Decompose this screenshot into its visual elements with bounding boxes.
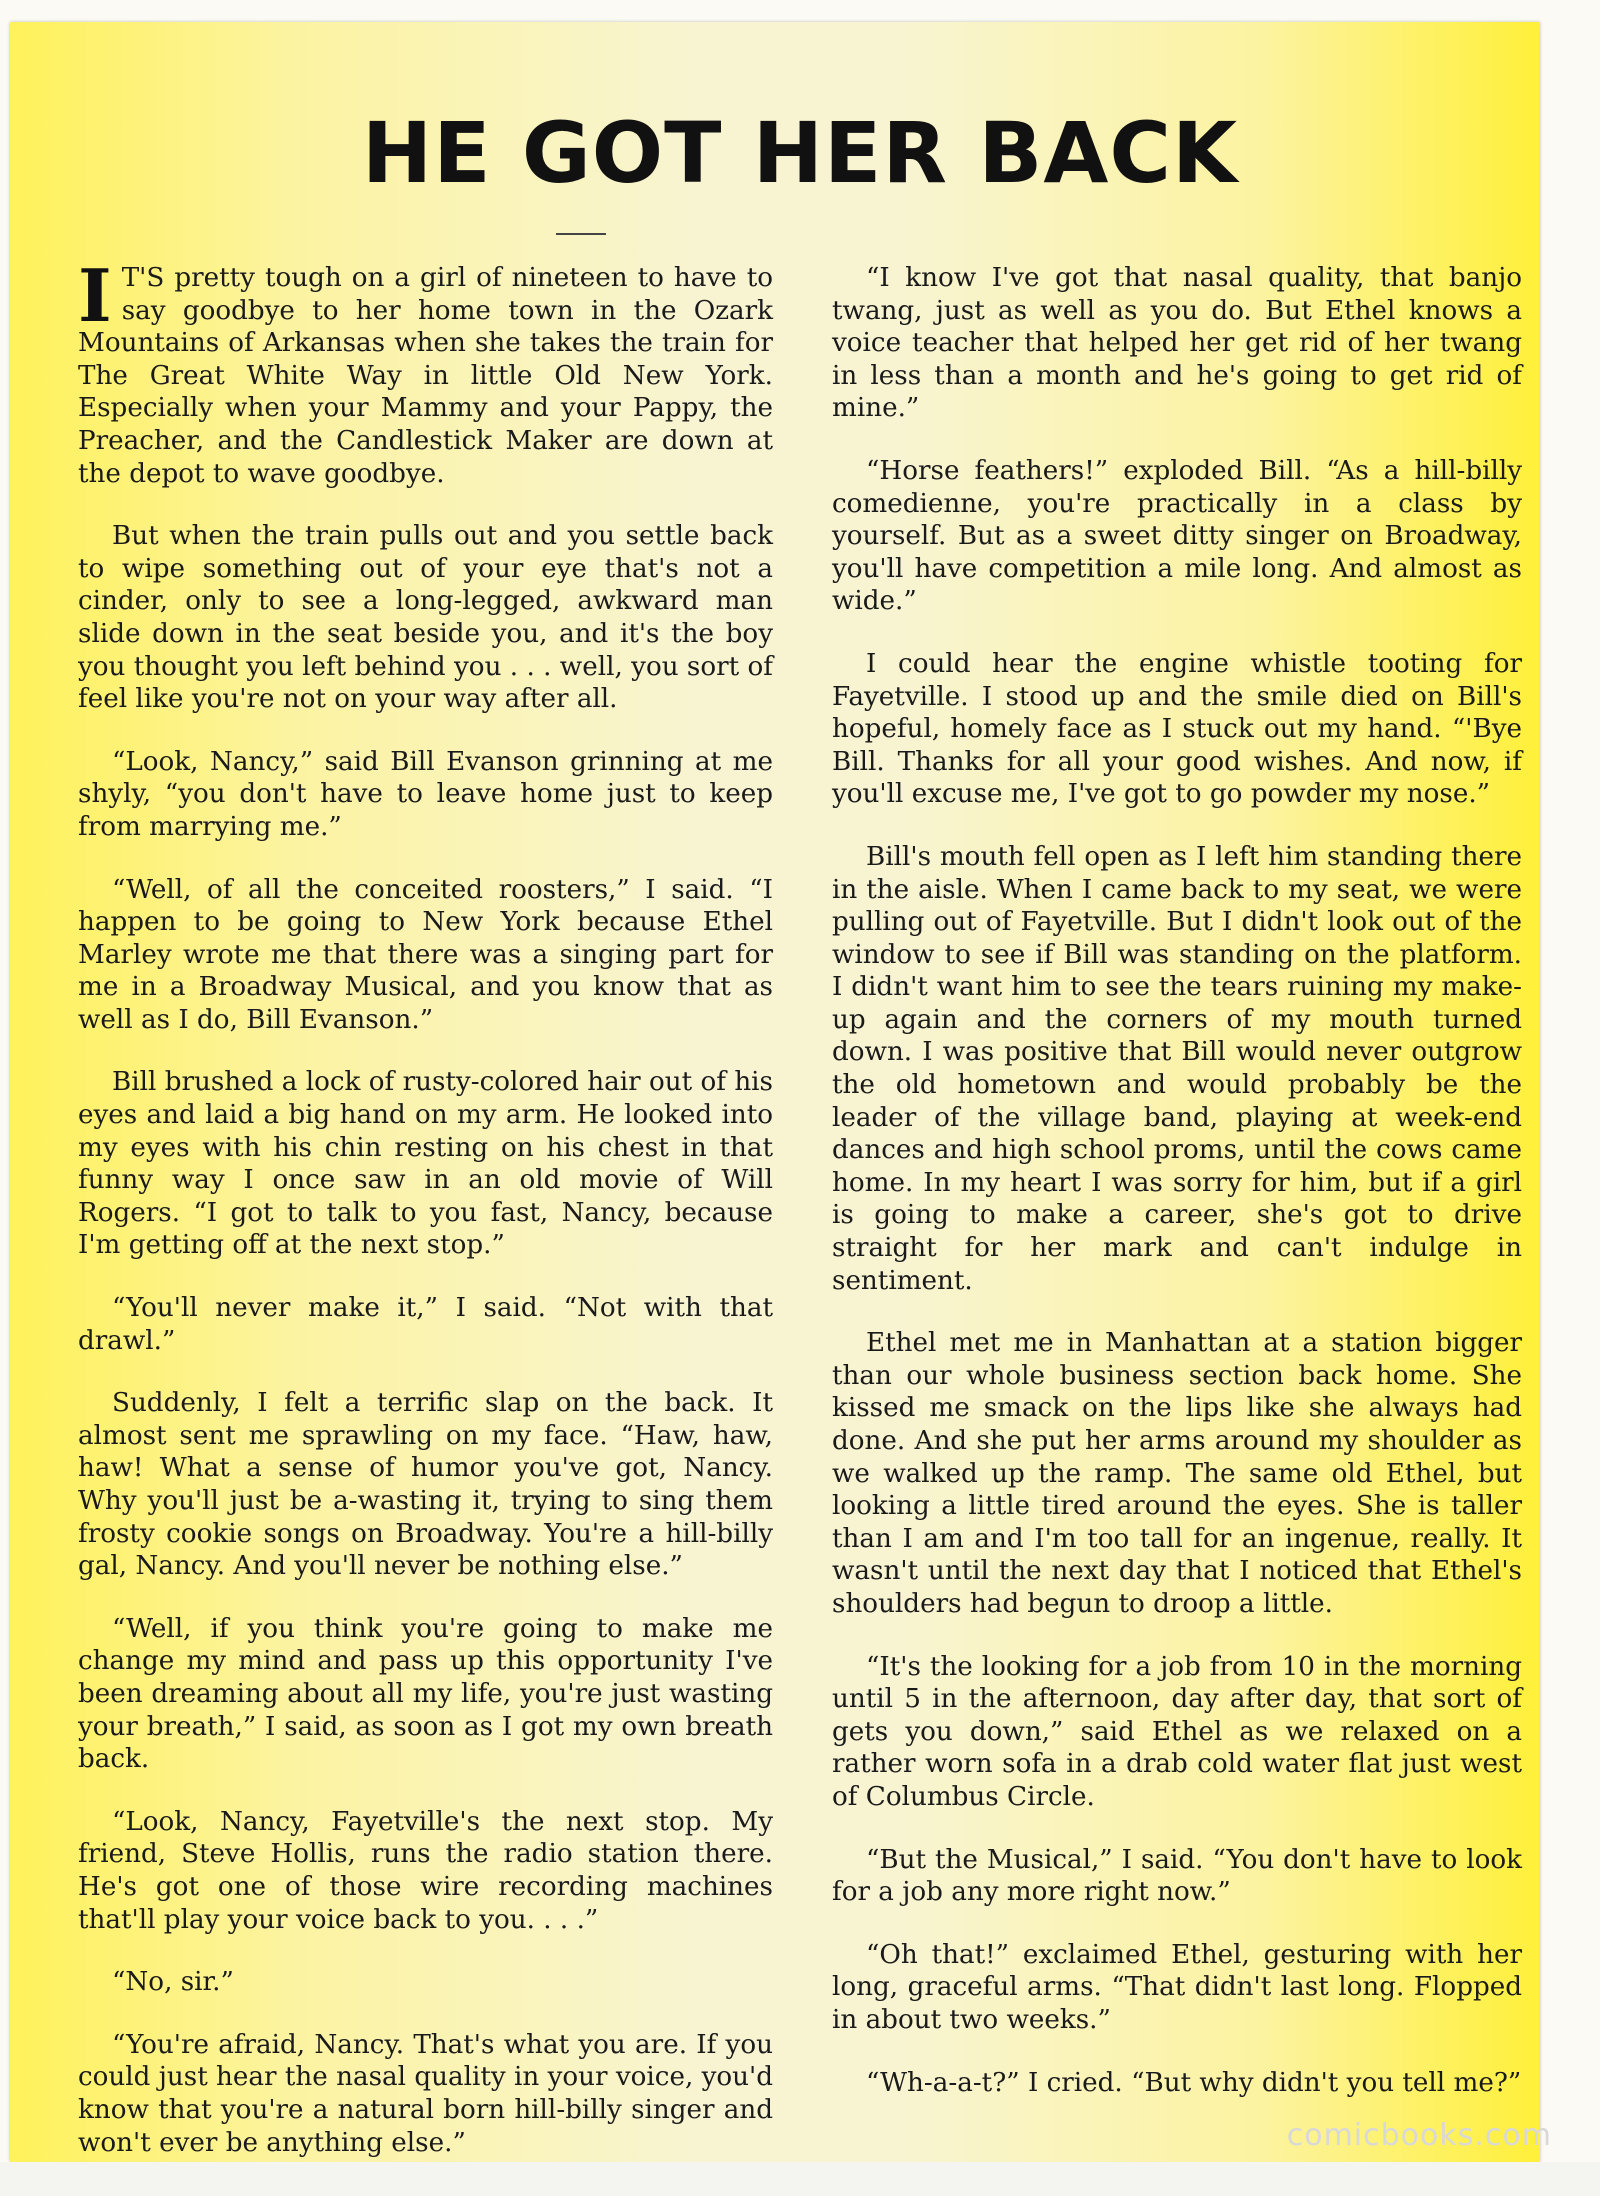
paragraph: “Well, if you think you're going to make me change my mind and pass up this opportunity I've been dreaming about all my life, you're just wasting your breath,” I said, as soon as I got my own breath back. xyxy=(78,1613,773,1775)
paragraph: Bill brushed a lock of rusty-colored hair out of his eyes and laid a big hand on my arm. He looked into my eyes with his chin resting on his chest in that funny way I once saw in an old movie of Will Rogers. “I got to talk to you fast, Nancy, because I'm getting off at the next stop.” xyxy=(78,1067,773,1261)
paragraph: “Look, Nancy, Fayetville's the next stop. My friend, Steve Hollis, runs the radio station there. He's got one of those wire recording machines that'll play your voice back to you. . . .” xyxy=(78,1806,773,1935)
paragraph: “No, sir.” xyxy=(112,1967,234,1998)
paragraph: I could hear the engine whistle tooting for Fayetville. I stood up and the smile died on Bill's hopeful, homely face as I stuck out my hand. “'Bye Bill. Thanks for all your good wishes. And now, if you'll excuse me, I've got to go powder my nose.” xyxy=(832,648,1522,810)
paragraph: “But the Musical,” I said. “You don't have to look for a job any more right now.” xyxy=(832,1844,1522,1908)
right-column xyxy=(832,262,1522,2129)
paragraph: Suddenly, I felt a terrific slap on the back. It almost sent me sprawling on my face. “Haw, haw, haw! What a sense of humor you've got, Nancy. Why you'll just be a-wasting it, trying to sing them frosty cookie songs on Broadway. You're a hill-billy gal, Nancy. And you'll never be nothing else.” xyxy=(78,1388,773,1582)
title-divider xyxy=(556,233,606,235)
paragraph: Ethel met me in Manhattan at a station bigger than our whole business section back home. She kissed me smack on the lips like she always had done. And she put her arms around my shoulder as we walked up the ramp. The same old Ethel, but looking a little tired around the eyes. She is taller than I am and I'm too tall for an ingenue, really. It wasn't until the next day that I noticed that Ethel's shoulders had begun to droop a little. xyxy=(832,1328,1522,1619)
drop-cap: I xyxy=(78,253,112,338)
paragraph: “I know I've got that nasal quality, that banjo twang, just as well as you do. But Ethel knows a voice teacher that helped her get rid of her twang in less than a month and he's going to get rid of mine.” xyxy=(832,263,1522,424)
paragraph: “Well, of all the conceited roosters,” I said. “I happen to be going to New York because Ethel Marley wrote me that there was a singing part for me in a Broadway Musical, and you know that as well as I do, Bill Evanson.” xyxy=(78,874,773,1035)
story-title: HE GOT HER BACK xyxy=(361,104,1239,203)
paragraph: “Look, Nancy,” said Bill Evanson grinning at me shyly, “you don't have to leave home just to keep from marrying me.” xyxy=(78,746,773,842)
paragraph: “Horse feathers!” exploded Bill. “As a hill-billy comedienne, you're practically in a class by yourself. But as a sweet ditty singer on Broadway, you'll have competition a mile long. And almost as wide.” xyxy=(832,455,1522,617)
site-watermark: comicbooks.com xyxy=(1286,2118,1552,2153)
paragraph: I T'S pretty tough on a girl of nineteen to have to say goodbye to her home town in the Ozark Mountains of Arkansas when she takes the train for The Great White Way in little Old New York. Especially when your Mammy and your Pappy, the Preacher, and the Candlestick Maker are down at the depot to wave goodbye. xyxy=(78,253,773,489)
paragraph: “You'll never make it,” I said. “Not with that drawl.” xyxy=(78,1293,773,1356)
paragraph: Bill's mouth fell open as I left him standing there in the aisle. When I came back to my seat, we were pulling out of Fayetville. But I didn't look out of the window to see if Bill was standing on the platform. I didn't want him to see the tears ruining my make-up again and the corners of my mouth turned down. I was positive that Bill would never outgrow the old hometown and would probably be the leader of the village band, playing at week-end dances and high school proms, until the cows came home. In my heart I was sorry for him, but if a girl is going to make a career, she's got to drive straight for her mark and can't indulge in sentiment. xyxy=(832,841,1522,1296)
paragraph: “You're afraid, Nancy. That's what you are. If you could just hear the nasal quality in your voice, you'd know that you're a natural born hill-billy singer and won't ever be anything else.” xyxy=(78,2029,773,2158)
paragraph: “Wh-a-a-t?” I cried. “But why didn't you tell me?” xyxy=(866,2067,1522,2098)
paragraph: But when the train pulls out and you settle back to wipe something out of your eye that's not a cinder, only to see a long-legged, awkward man slide down in the seat beside you, and it's the boy you thought you left behind you . . . well, you sort of feel like you're not on your way after all. xyxy=(78,521,773,715)
paragraph: “Oh that!” exclaimed Ethel, gesturing with her long, graceful arms. “That didn't last long. Flopped in about two weeks.” xyxy=(832,1939,1522,2035)
bottom-margin xyxy=(0,2162,1600,2196)
left-column xyxy=(78,253,773,2189)
paragraph: “It's the looking for a job from 10 in the morning until 5 in the afternoon, day after day, that sort of gets you down,” said Ethel as we relaxed on a rather worn sofa in a drab cold water flat just west of Columbus Circle. xyxy=(832,1651,1522,1812)
